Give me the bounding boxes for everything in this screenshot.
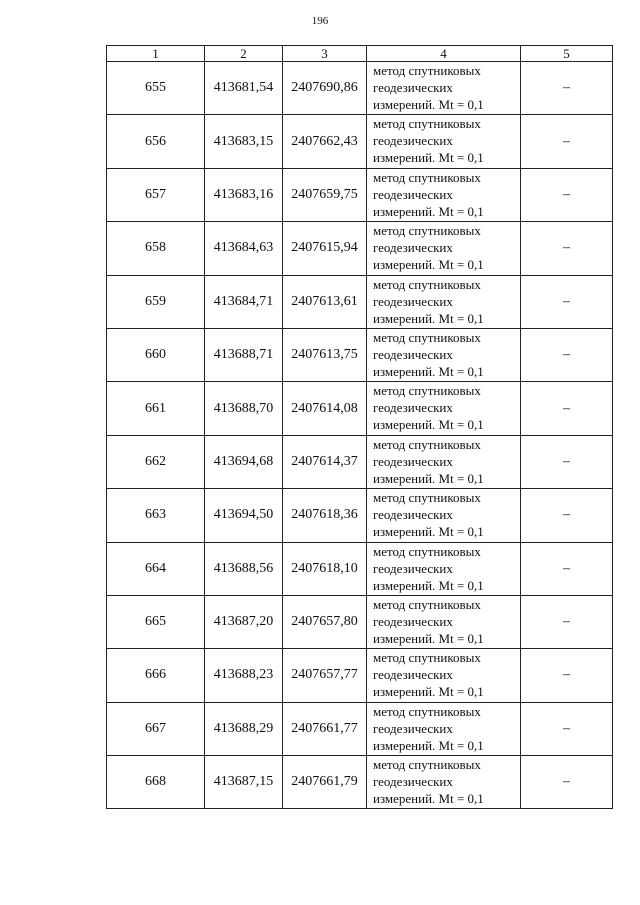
method-line: измерений. Mt = 0,1 <box>373 203 484 219</box>
method-line: метод спутниковых <box>373 650 481 666</box>
coordinates-table <box>106 45 613 809</box>
note-cell: – <box>521 649 613 702</box>
method-line: метод спутниковых <box>373 436 481 452</box>
note-cell: – <box>521 382 613 435</box>
y-coordinate-cell: 2407659,75 <box>283 168 367 221</box>
column-header-1: 1 <box>107 46 205 62</box>
method-cell <box>367 489 521 542</box>
method-line: геодезических <box>373 240 453 256</box>
x-coordinate-cell: 413683,15 <box>205 115 283 168</box>
method-line: метод спутниковых <box>373 169 481 185</box>
x-coordinate-cell: 413688,56 <box>205 542 283 595</box>
point-number-cell: 667 <box>107 702 205 755</box>
method-line: измерений. Mt = 0,1 <box>373 310 484 326</box>
method-line: измерений. Mt = 0,1 <box>373 97 484 112</box>
method-line: измерений. Mt = 0,1 <box>373 791 484 807</box>
table-row <box>107 328 613 381</box>
point-number-cell: 659 <box>107 275 205 328</box>
note-cell: – <box>521 275 613 328</box>
method-line: геодезических <box>373 80 453 95</box>
method-cell <box>367 702 521 755</box>
point-number-cell: 661 <box>107 382 205 435</box>
page-number: 196 <box>311 15 329 27</box>
table-row <box>107 275 613 328</box>
point-number-cell: 666 <box>107 649 205 702</box>
column-header-2: 2 <box>205 46 283 62</box>
table-row <box>107 168 613 221</box>
method-line: геодезических <box>373 507 453 523</box>
method-cell <box>367 756 521 809</box>
method-line: геодезических <box>373 720 453 736</box>
method-cell <box>367 649 521 702</box>
x-coordinate-cell: 413684,63 <box>205 222 283 275</box>
method-line: геодезических <box>373 560 453 576</box>
table-header-row <box>107 46 613 62</box>
method-cell <box>367 382 521 435</box>
method-line: метод спутниковых <box>373 63 481 78</box>
method-line: геодезических <box>373 774 453 790</box>
y-coordinate-cell: 2407690,86 <box>283 62 367 115</box>
y-coordinate-cell: 2407657,77 <box>283 649 367 702</box>
point-number-cell: 662 <box>107 435 205 488</box>
method-line: метод спутниковых <box>373 543 481 559</box>
y-coordinate-cell: 2407613,61 <box>283 275 367 328</box>
point-number-cell: 656 <box>107 115 205 168</box>
x-coordinate-cell: 413687,15 <box>205 756 283 809</box>
note-cell: – <box>521 115 613 168</box>
method-line: метод спутниковых <box>373 703 481 719</box>
method-cell <box>367 222 521 275</box>
x-coordinate-cell: 413694,50 <box>205 489 283 542</box>
x-coordinate-cell: 413688,70 <box>205 382 283 435</box>
method-line: измерений. Mt = 0,1 <box>373 577 484 593</box>
x-coordinate-cell: 413684,71 <box>205 275 283 328</box>
method-line: геодезических <box>373 133 453 149</box>
note-cell: – <box>521 595 613 648</box>
point-number-cell: 665 <box>107 595 205 648</box>
y-coordinate-cell: 2407661,79 <box>283 756 367 809</box>
column-header-4: 4 <box>367 46 521 62</box>
y-coordinate-cell: 2407661,77 <box>283 702 367 755</box>
table-row <box>107 62 613 115</box>
method-line: геодезических <box>373 453 453 469</box>
method-cell <box>367 595 521 648</box>
note-cell: – <box>521 435 613 488</box>
x-coordinate-cell: 413687,20 <box>205 595 283 648</box>
note-cell: – <box>521 542 613 595</box>
x-coordinate-cell: 413688,71 <box>205 328 283 381</box>
method-cell <box>367 62 521 115</box>
note-cell: – <box>521 168 613 221</box>
x-coordinate-cell: 413688,23 <box>205 649 283 702</box>
note-cell: – <box>521 222 613 275</box>
note-cell: – <box>521 489 613 542</box>
note-cell: – <box>521 756 613 809</box>
y-coordinate-cell: 2407618,10 <box>283 542 367 595</box>
x-coordinate-cell: 413683,16 <box>205 168 283 221</box>
method-line: измерений. Mt = 0,1 <box>373 737 484 753</box>
method-line: геодезических <box>373 293 453 309</box>
method-line: метод спутниковых <box>373 223 481 239</box>
method-line: измерений. Mt = 0,1 <box>373 150 484 166</box>
method-line: метод спутниковых <box>373 116 481 132</box>
table-row <box>107 649 613 702</box>
method-cell <box>367 115 521 168</box>
column-header-5: 5 <box>521 46 613 62</box>
point-number-cell: 658 <box>107 222 205 275</box>
table-row <box>107 489 613 542</box>
point-number-cell: 664 <box>107 542 205 595</box>
method-line: метод спутниковых <box>373 383 481 399</box>
column-header-3: 3 <box>283 46 367 62</box>
y-coordinate-cell: 2407657,80 <box>283 595 367 648</box>
method-line: геодезических <box>373 346 453 362</box>
y-coordinate-cell: 2407615,94 <box>283 222 367 275</box>
method-cell <box>367 542 521 595</box>
table-row <box>107 595 613 648</box>
method-line: геодезических <box>373 400 453 416</box>
table-row <box>107 222 613 275</box>
y-coordinate-cell: 2407662,43 <box>283 115 367 168</box>
method-line: измерений. Mt = 0,1 <box>373 684 484 700</box>
method-line: измерений. Mt = 0,1 <box>373 630 484 646</box>
method-line: метод спутниковых <box>373 329 481 345</box>
method-cell <box>367 168 521 221</box>
x-coordinate-cell: 413681,54 <box>205 62 283 115</box>
method-line: измерений. Mt = 0,1 <box>373 363 484 379</box>
method-line: геодезических <box>373 186 453 202</box>
table-row <box>107 435 613 488</box>
y-coordinate-cell: 2407613,75 <box>283 328 367 381</box>
x-coordinate-cell: 413694,68 <box>205 435 283 488</box>
note-cell: – <box>521 702 613 755</box>
table-body <box>107 62 613 809</box>
table-row <box>107 756 613 809</box>
y-coordinate-cell: 2407614,37 <box>283 435 367 488</box>
method-line: измерений. Mt = 0,1 <box>373 470 484 486</box>
note-cell: – <box>521 62 613 115</box>
y-coordinate-cell: 2407618,36 <box>283 489 367 542</box>
method-cell <box>367 435 521 488</box>
method-line: измерений. Mt = 0,1 <box>373 524 484 540</box>
point-number-cell: 663 <box>107 489 205 542</box>
x-coordinate-cell: 413688,29 <box>205 702 283 755</box>
table-row <box>107 702 613 755</box>
point-number-cell: 655 <box>107 62 205 115</box>
y-coordinate-cell: 2407614,08 <box>283 382 367 435</box>
point-number-cell: 660 <box>107 328 205 381</box>
method-line: метод спутниковых <box>373 490 481 506</box>
method-line: измерений. Mt = 0,1 <box>373 257 484 273</box>
method-line: метод спутниковых <box>373 276 481 292</box>
method-line: геодезических <box>373 613 453 629</box>
method-line: измерений. Mt = 0,1 <box>373 417 484 433</box>
table-row <box>107 115 613 168</box>
method-cell <box>367 328 521 381</box>
table-row <box>107 382 613 435</box>
method-cell <box>367 275 521 328</box>
point-number-cell: 668 <box>107 756 205 809</box>
method-line: метод спутниковых <box>373 757 481 773</box>
note-cell: – <box>521 328 613 381</box>
point-number-cell: 657 <box>107 168 205 221</box>
table-row <box>107 542 613 595</box>
method-line: метод спутниковых <box>373 596 481 612</box>
method-line: геодезических <box>373 667 453 683</box>
